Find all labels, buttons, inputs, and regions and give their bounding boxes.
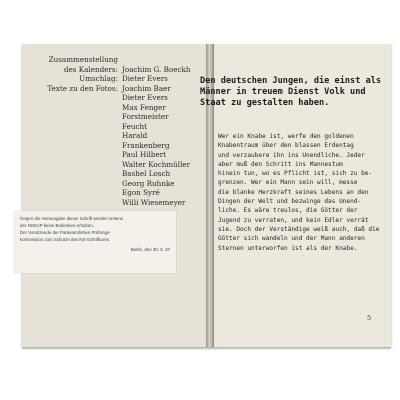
photo-credit-name: Bashel Losch: [122, 169, 171, 178]
heading-line: Männer in treuem Dienst Volk und: [200, 87, 366, 97]
photo-credit-name: Walter Kochmüller: [122, 159, 191, 169]
credit-role: Zusammenstellung: [48, 55, 118, 64]
approval-slip: [14, 211, 176, 273]
page-number: 5: [367, 314, 372, 322]
dedication-heading: [200, 76, 382, 109]
body-line: Jugend zu verraten, und kein Edler verrät: [218, 216, 369, 224]
body-line: Götter sich wandeln und der Mann anderen: [218, 235, 365, 243]
credit-role: des Kalenders:: [63, 64, 118, 74]
credit-role: Texte zu den Fotos:: [47, 83, 118, 93]
heading-line: Staat zu gestalten haben.: [200, 98, 330, 108]
body-line: Dingen der Welt und bezwinge das Unend-: [218, 198, 362, 206]
body-line: Knabentraum über den blassen Erdentag: [218, 142, 354, 150]
body-line: die blanke Herzkraft seines Lebens an den: [218, 188, 369, 196]
book-shadow: [22, 347, 391, 350]
photo-credit-name: Egon Syré: [122, 188, 160, 197]
body-line: und verzaubere ihn ins Unendliche. Jeder: [218, 151, 365, 159]
credit-name: Dieter Evers: [122, 74, 168, 83]
body-line: aber muß den Schritt ins Mannestum: [218, 160, 343, 168]
slip-line: Der Vorsitzende der Parteiamtlichen Prüfungs-: [20, 230, 111, 235]
photo-credit-name: Forstmeister Feucht: [122, 112, 169, 131]
credit-role: Umschlag:: [79, 74, 118, 83]
body-line: grenzen. Wer ein Mann sein will, messe: [218, 179, 358, 187]
credit-name: [118, 55, 122, 65]
credit-row: [42, 84, 192, 94]
slip-line: kommission zum Schutze des NS-Schrifttums.: [20, 237, 111, 242]
credits-block: [42, 55, 192, 207]
credit-row: [42, 65, 192, 75]
slip-line: Gegen die Herausgabe dieser Schrift werden seitens: [20, 216, 123, 221]
photo-credit-name: Paul Hilbert: [122, 150, 167, 159]
body-paragraph: [218, 132, 380, 253]
photo-credit-name: Willi Wiesemeyer: [122, 197, 186, 207]
heading-line: Den deutschen Jungen, die einst als: [200, 76, 382, 86]
credit-name: Joachim Baer: [122, 83, 171, 93]
body-line: Wer ein Knabe ist, werfe den goldenen: [218, 133, 354, 140]
photo-credit-name: Max Fenger: [122, 102, 166, 112]
slip-line: der NSDAP keine Bedenken erhoben.: [20, 223, 94, 228]
credit-name: Joachim G. Boeckh: [122, 64, 191, 74]
credit-row: [42, 55, 192, 65]
photo-credit-name: Georg Ruhnke: [122, 178, 175, 188]
body-line: sie. Doch der Verständige weiß auch, daß die: [218, 225, 380, 233]
photo-credit-name: Dieter Evers: [122, 93, 168, 102]
body-line: hinein tun, wo es Pflicht ist, sich zu be-: [218, 170, 373, 178]
credit-row: [42, 74, 192, 84]
slip-date: Berlin, den 30. 6. 37: [130, 247, 170, 252]
body-line: liche. Es wäre treulos, die Götter der: [218, 207, 358, 215]
photo-credit-name: Harald Frankenberg: [122, 131, 170, 150]
body-line: Sternen unterworfen ist als der Knabe.: [218, 244, 358, 252]
